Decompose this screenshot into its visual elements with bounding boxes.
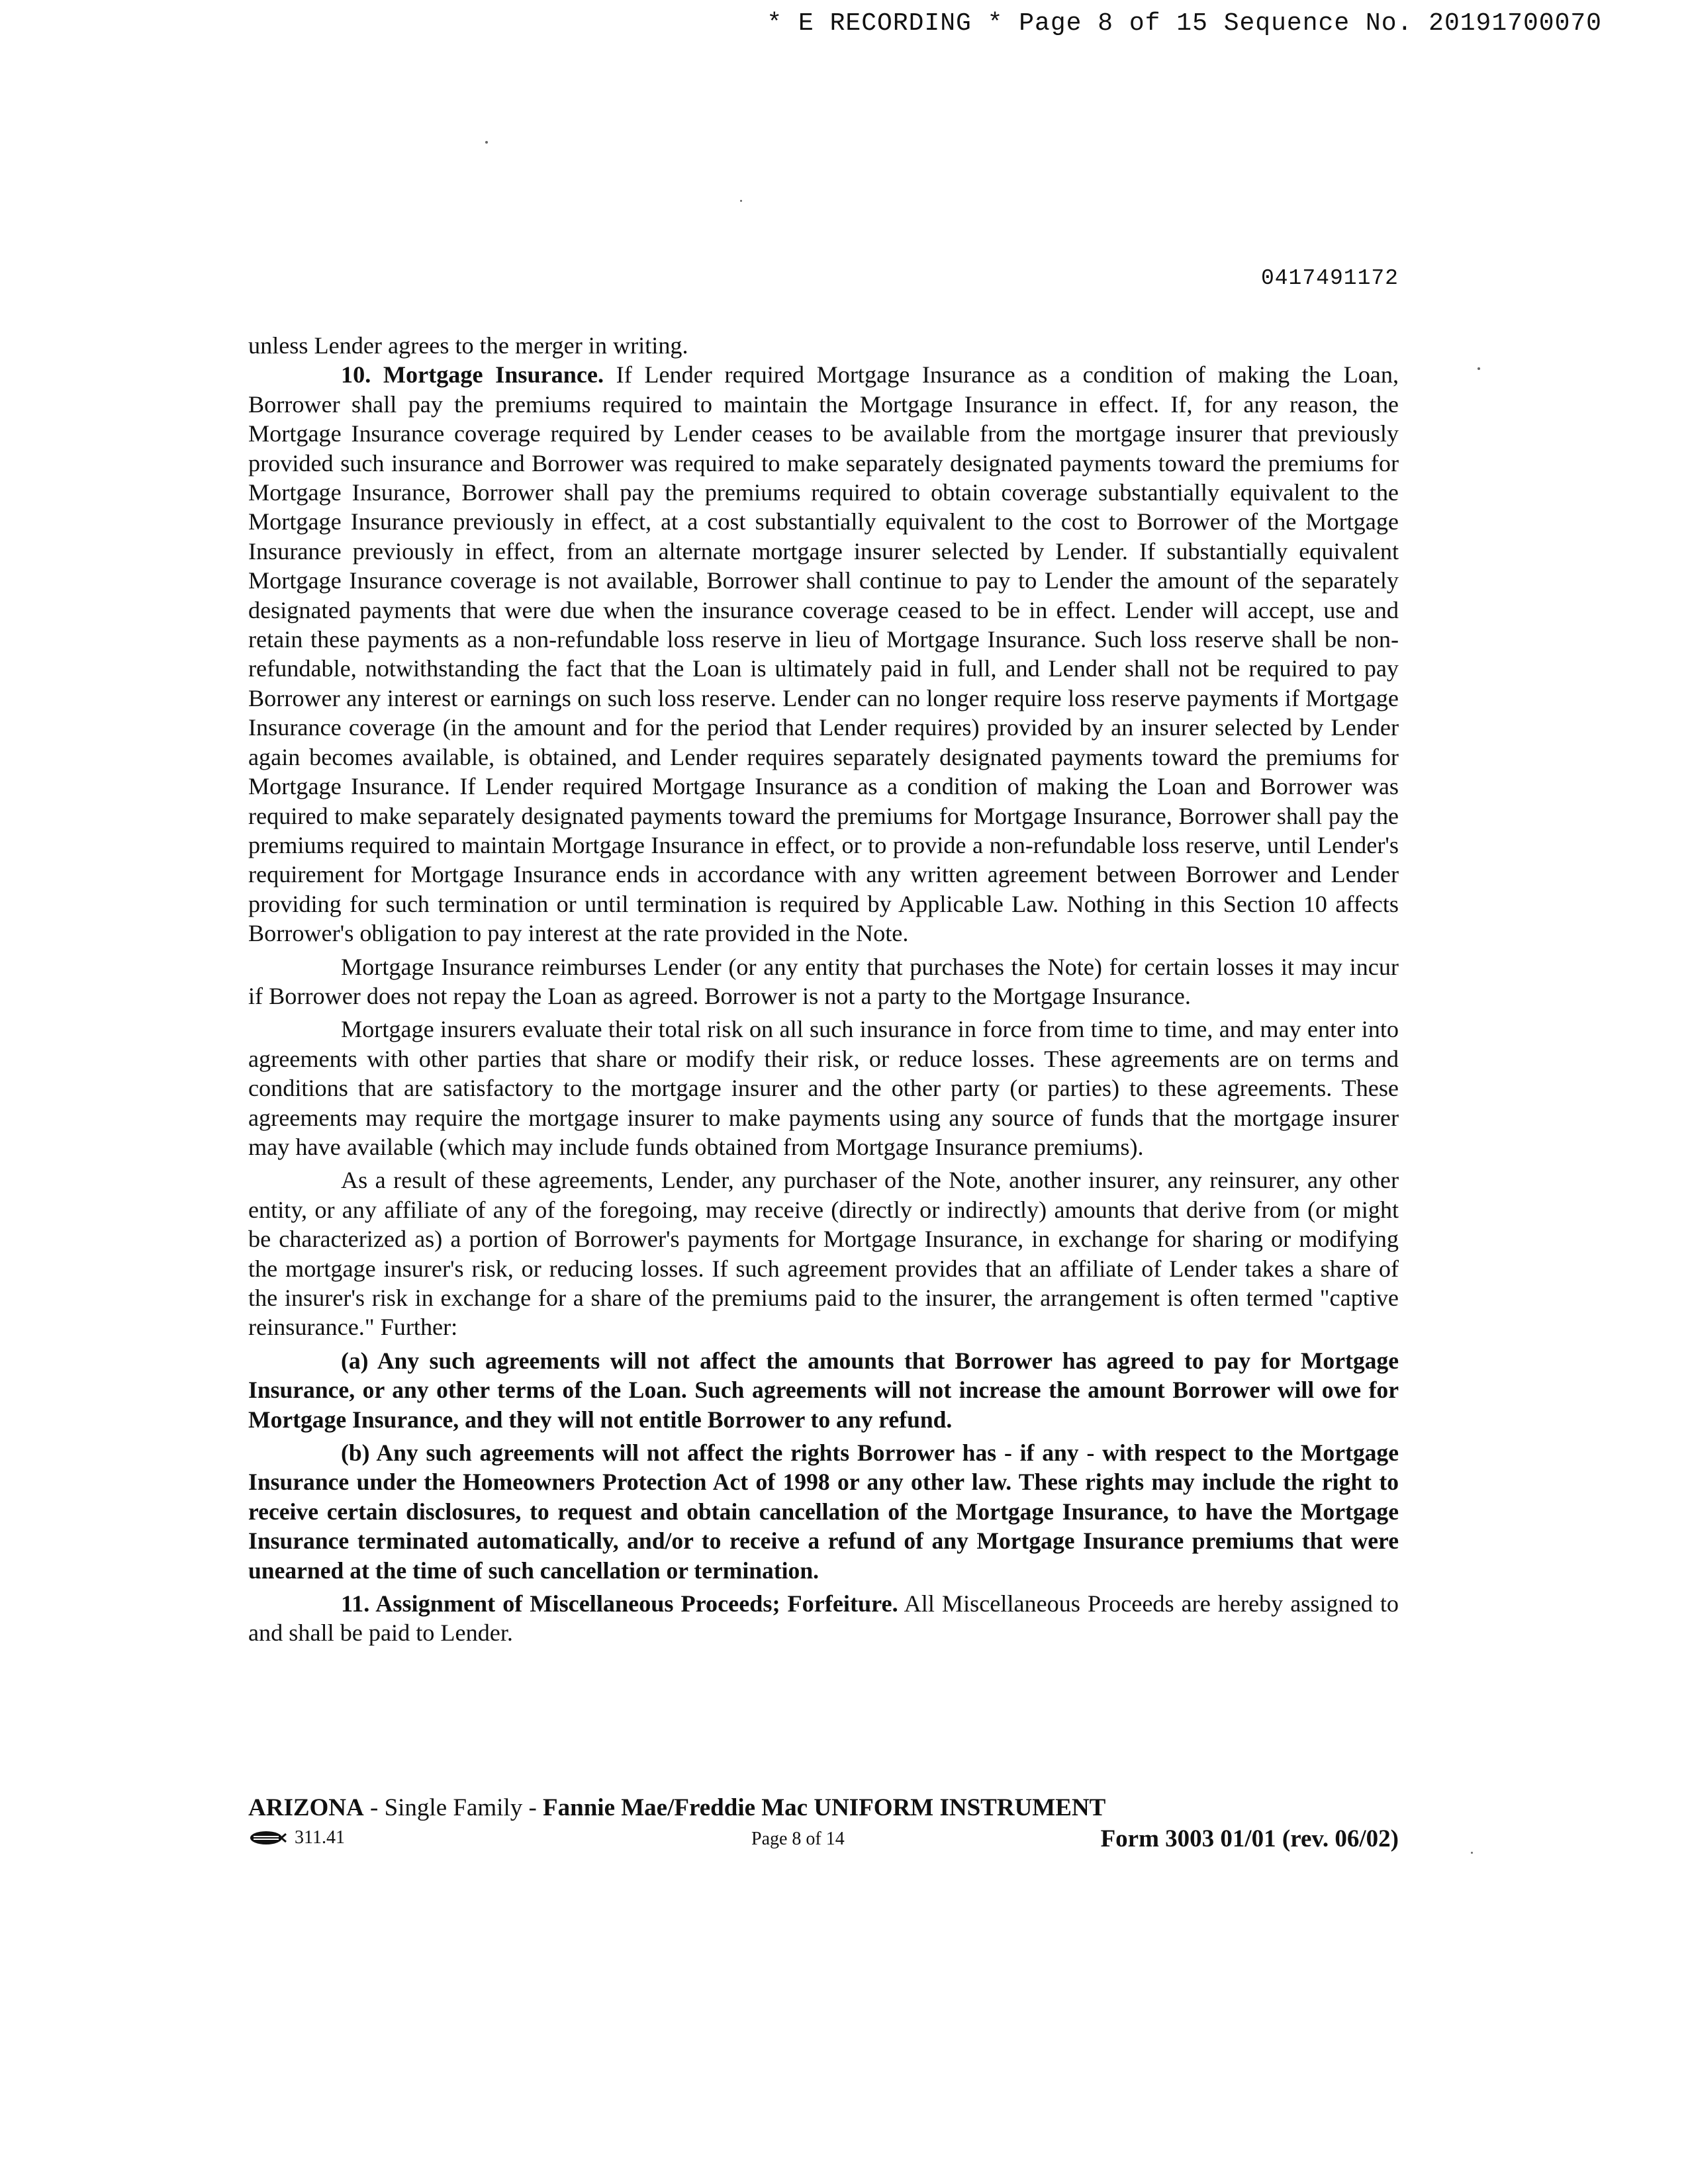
section-10-heading: 10. Mortgage Insurance.: [341, 361, 604, 388]
scan-speck: [1471, 1852, 1473, 1854]
document-body: [248, 331, 1399, 1648]
section-10-text: If Lender required Mortgage Insurance as a condition of making the Loan, Borrower shall pay the premiums required to maintain the Mortgage Insurance in effect. If, for any reason, the Mortgage Insurance coverage required by Lender ceases to be available from the mortgage insurer that previously provided such insurance and Borrower was required to make separately designated payments toward the premiums for Mortgage Insurance, Borrower shall pay the premiums required to obtain coverage substantially equivalent to the Mortgage Insurance previously in effect, at a cost substantially equivalent to the cost to Borrower of the Mortgage Insurance previously in effect, from an alternate mortgage insurer selected by Lender. If substantially equivalent Mortgage Insurance coverage is not available, Borrower shall continue to pay to Lender the amount of the separately designated payments that were due when the insurance coverage ceased to be in effect. Lender will accept, use and retain these payments as a non-refundable loss reserve in lieu of Mortgage Insurance. Such loss reserve shall be non-refundable, notwithstanding the fact that the Loan is ultimately paid in full, and Lender shall not be required to pay Borrower any interest or earnings on such loss reserve. Lender can no longer require loss reserve payments if Mortgage Insurance coverage (in the amount and for the period that Lender requires) provided by an insurer selected by Lender again becomes available, is obtained, and Lender requires separately designated payments toward the premiums for Mortgage Insurance. If Lender required Mortgage Insurance as a condition of making the Loan and Borrower was required to make separately designated payments toward the premiums for Mortgage Insurance, Borrower shall pay the premiums required to maintain Mortgage Insurance in effect, or to provide a non-refundable loss reserve, until Lender's requirement for Mortgage Insurance ends in accordance with any written agreement between Borrower and Lender providing for such termination or until termination is required by Applicable Law. Nothing in this Section 10 affects Borrower's obligation to pay interest at the rate provided in the Note.: [248, 361, 1399, 947]
scan-speck: [485, 141, 488, 144]
form-title: [248, 1794, 1105, 1822]
scan-speck: [1477, 367, 1480, 370]
loan-number: 0417491172: [1260, 266, 1399, 291]
form-footer: [248, 1825, 1399, 1855]
section-11-paragraph: [248, 1589, 1399, 1648]
vmp-logo-icon: [248, 1830, 287, 1846]
section-11-heading: 11. Assignment of Miscellaneous Proceeds; Forfeiture.: [341, 1590, 898, 1617]
reimbursement-paragraph: Mortgage Insurance reimburses Lender (or any entity that purchases the Note) for certain losses it may incur if Borrower does not repay the Loan as agreed. Borrower is not a party to the Mortgage Insurance.: [248, 953, 1399, 1009]
form-state: ARIZONA: [248, 1794, 364, 1821]
captive-reinsurance-paragraph: As a result of these agreements, Lender, any purchaser of the Note, another insurer, any reinsurer, any other entity, or any affiliate of any of the foregoing, may receive (directly or indirectly) amounts that derive from (or might be characterized as) a portion of Borrower's payments for Mortgage Insurance, in exchange for sharing or modifying the mortgage insurer's risk, or reducing losses. If such agreement provides that an affiliate of Lender takes a share of the insurer's risk in exchange for a share of the premiums paid to the insurer, the arrangement is often termed "captive reinsurance." Further:: [248, 1167, 1399, 1341]
form-code: 311.41: [295, 1827, 345, 1848]
clause-b-paragraph: (b) Any such agreements will not affect the rights Borrower has - if any - with respect to the Mortgage Insurance under the Homeowners Protection Act of 1998 or any other law. These rights may include the right to receive certain disclosures, to request and obtain cancellation of the Mortgage Insurance, to have the Mortgage Insurance terminated automatically, and/or to receive a refund of any Mortgage Insurance premiums that were unearned at the time of such cancellation or termination.: [248, 1439, 1399, 1584]
insurers-paragraph: Mortgage insurers evaluate their total risk on all such insurance in force from time to time, and may enter into agreements with other parties that share or modify their risk, or reduce losses. These agreements are on terms and conditions that are satisfactory to the mortgage insurer and the other party (or parties) to these agreements. These agreements may require the mortgage insurer to make payments using any source of funds that the mortgage insurer may have available (which may include funds obtained from Mortgage Insurance premiums).: [248, 1016, 1399, 1160]
form-family-text: - Single Family -: [363, 1794, 543, 1821]
clause-a-paragraph: (a) Any such agreements will not affect the amounts that Borrower has agreed to pay for Mortgage Insurance, or any other terms of the Loan. Such agreements will not increase the amount Borrower will owe for Mortgage Insurance, and they will not entitle Borrower to any refund.: [248, 1347, 1399, 1433]
continuation-text: unless Lender agrees to the merger in writing.: [248, 332, 688, 359]
page-number: Page 8 of 14: [751, 1829, 845, 1849]
form-number: Form 3003 01/01 (rev. 06/02): [1100, 1825, 1399, 1852]
scan-speck: [740, 200, 742, 202]
form-instrument: Fannie Mae/Freddie Mac UNIFORM INSTRUMENT: [543, 1794, 1106, 1821]
section-10-paragraph: [248, 360, 1399, 948]
section-11-text: All Miscellaneous Proceeds are hereby assigned to and shall be paid to Lender.: [248, 1590, 1399, 1647]
recording-header: * E RECORDING * Page 8 of 15 Sequence No. 20191700070: [767, 9, 1602, 38]
